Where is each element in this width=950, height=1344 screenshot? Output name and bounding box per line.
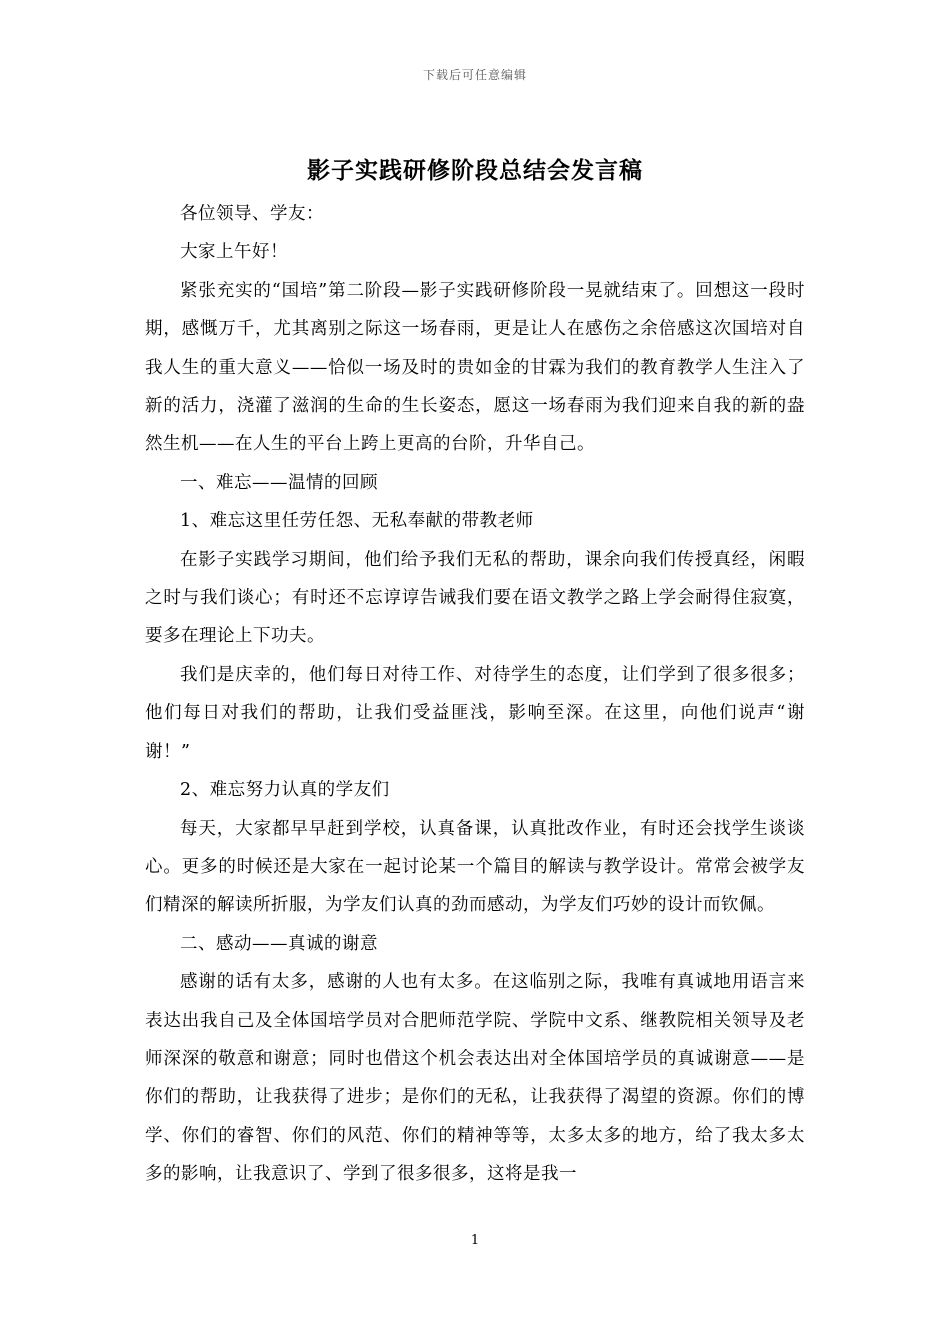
- document-title: 影子实践研修阶段总结会发言稿: [307, 157, 643, 184]
- intro-paragraph: 紧张充实的“国培”第二阶段—影子实践研修阶段一晃就结束了。回想这一段时期，感慨万千，尤其离别之际这一场春雨，更是让人在感伤之余倍感这次国培对自我人生的重大意义——恰似一场及时的贵如金的甘霖为我们的教育教学人生注入了新的活力，浇灌了滋润的生命的生长姿态，愿这一场春雨为我们迎来自我的新的盎然生机——在人生的平台上跨上更高的台阶，升华自己。: [145, 280, 805, 455]
- header-note: 下载后可任意编辑: [422, 68, 527, 82]
- body-paragraph: 在影子实践学习期间，他们给予我们无私的帮助，课余向我们传授真经，闲暇之时与我们谈心；有时还不忘谆谆告诫我们要在语文教学之路上学会耐得住寂寞，要多在理论上下功夫。: [145, 549, 805, 647]
- body-paragraph: 感谢的话有太多，感谢的人也有太多。在这临别之际，我唯有真诚地用语言来表达出我自己及全体国培学员对合肥师范学院、学院中文系、继教院相关领导及老师深深的敬意和谢意；同时也借这个机会表达出对全体国培学员的真诚谢意——是你们的帮助，让我获得了进步；是你们的无私，让我获得了渴望的资源。你们的博学、你们的睿智、你们的风范、你们的精神等等，太多太多的地方，给了我太多太多的影响，让我意识了、学到了很多很多，这将是我一: [145, 972, 805, 1185]
- body-paragraph: 我们是庆幸的，他们每日对待工作、对待学生的态度，让们学到了很多很多；他们每日对我们的帮助，让我们受益匪浅，影响至深。在这里，向他们说声“谢谢！”: [145, 664, 805, 762]
- subsection-heading-2: 2、难忘努力认真的学友们: [180, 780, 390, 801]
- greeting-paragraph: 大家上午好！: [180, 242, 288, 263]
- section-heading-2: 二、感动——真诚的谢意: [180, 933, 378, 954]
- section-heading-1: 一、难忘——温情的回顾: [180, 472, 378, 493]
- page-number: 1: [470, 1233, 480, 1248]
- salutation-paragraph: 各位领导、学友：: [180, 204, 324, 224]
- document-body: [145, 195, 805, 1194]
- subsection-heading-1: 1、难忘这里任劳任怨、无私奉献的带教老师: [180, 511, 534, 532]
- body-paragraph: 每天，大家都早早赶到学校，认真备课，认真批改作业，有时还会找学生谈谈心。更多的时候还是大家在一起讨论某一个篇目的解读与教学设计。常常会被学友们精深的解读所折服，为学友们认真的劲而感动，为学友们巧妙的设计而钦佩。: [145, 818, 805, 916]
